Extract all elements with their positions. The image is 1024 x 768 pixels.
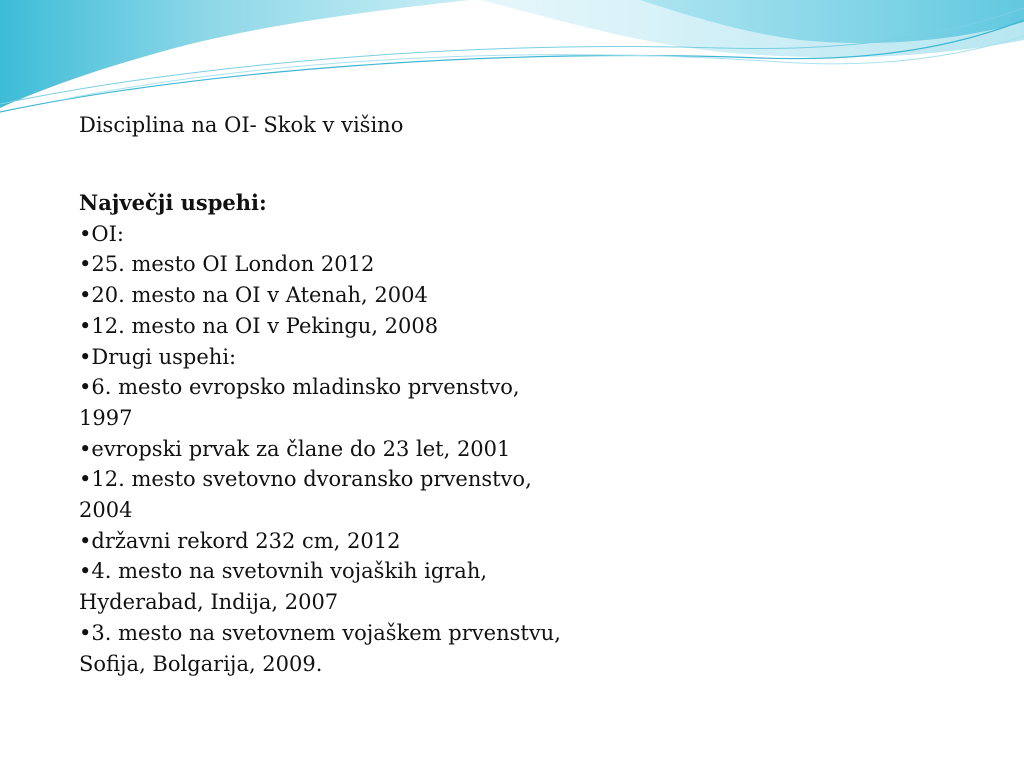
slide-title: Disciplina na OI- Skok v višino [79,113,404,137]
list-item: •4. mesto na svetovnih vojaških igrah, [79,559,488,584]
list-item: •državni rekord 232 cm, 2012 [79,528,401,553]
list-item: 2004 [79,498,133,523]
achievements-heading: Največji uspehi: [79,190,267,215]
list-item: 1997 [79,405,133,430]
list-item: •3. mesto na svetovnem vojaškem prvenstvu, [79,620,561,645]
list-item: •25. mesto OI London 2012 [79,252,375,277]
list-item: •OI: [79,221,124,246]
list-item: •20. mesto na OI v Atenah, 2004 [79,283,428,308]
list-item: •Drugi uspehi: [79,344,237,369]
list-item: •12. mesto svetovno dvoransko prvenstvo, [79,467,532,492]
list-item: •6. mesto evropsko mladinsko prvenstvo, [79,375,520,400]
achievements-list [79,219,599,680]
header-wave-decoration [0,0,1024,120]
slide-body [79,110,599,679]
list-item: Hyderabad, Indija, 2007 [79,590,339,615]
list-item: Sofija, Bolgarija, 2009. [79,651,323,676]
list-item: •evropski prvak za člane do 23 let, 2001 [79,436,511,461]
list-item: •12. mesto na OI v Pekingu, 2008 [79,313,439,338]
